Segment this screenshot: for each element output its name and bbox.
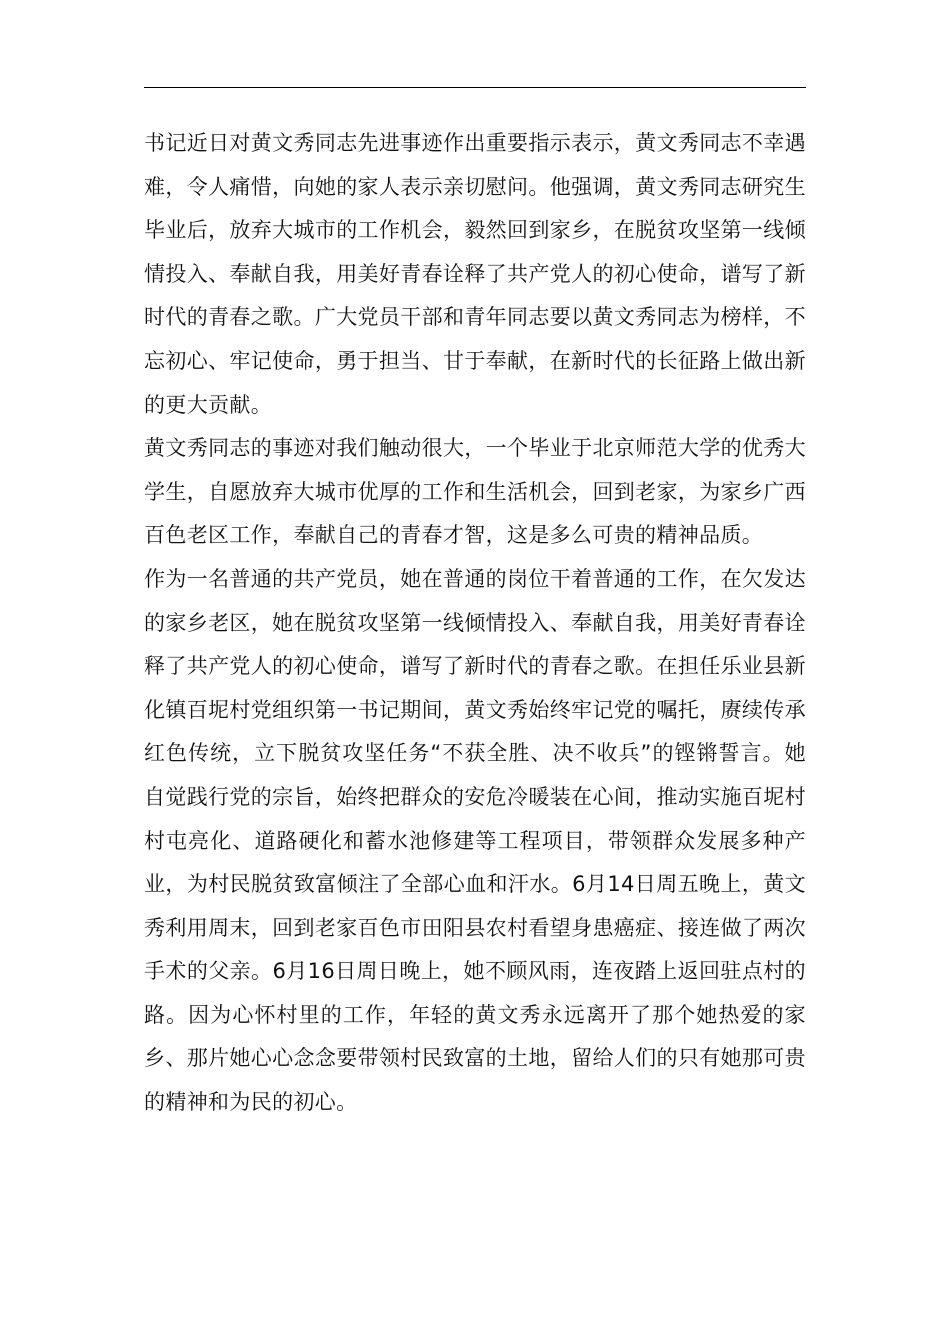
paragraph-2: 黄文秀同志的事迹对我们触动很大，一个毕业于北京师范大学的优秀大学生，自愿放弃大城市优厚的工作和生活机会，回到老家，为家乡广西百色老区工作，奉献自己的青春才智，这是多么可贵的精神品质。 [144,436,806,548]
body-text [144,122,806,1125]
header-rule [144,87,806,88]
paragraph-1: 书记近日对黄文秀同志先进事迹作出重要指示表示，黄文秀同志不幸遇难，令人痛惜，向她的家人表示亲切慰问。他强调，黄文秀同志研究生毕业后，放弃大城市的工作机会，毅然回到家乡，在脱贫攻坚第一线倾情投入、奉献自我，用美好青春诠释了共产党人的初心使命，谱写了新时代的青春之歌。广大党员干部和青年同志要以黄文秀同志为榜样，不忘初心、牢记使命，勇于担当、甘于奉献，在新时代的长征路上做出新的更大贡献。 [144,131,806,417]
paragraph-3: 作为一名普通的共产党员，她在普通的岗位干着普通的工作，在欠发达的家乡老区，她在脱贫攻坚第一线倾情投入、奉献自我，用美好青春诠释了共产党人的初心使命，谱写了新时代的青春之歌。在担任乐业县新化镇百坭村党组织第一书记期间，黄文秀始终牢记党的嘱托，赓续传承红色传统，立下脱贫攻坚任务“不获全胜、决不收兵”的铿锵誓言。她自觉践行党的宗旨，始终把群众的安危冷暖装在心间，推动实施百坭村村屯亮化、道路硬化和蓄水池修建等工程项目，带领群众发展多种产业，为村民脱贫致富倾注了全部心血和汗水。6月14日周五晚上，黄文秀利用周末，回到老家百色市田阳县农村看望身患癌症、接连做了两次手术的父亲。6月16日周日晚上，她不顾风雨，连夜踏上返回驻点村的路。因为心怀村里的工作，年轻的黄文秀永远离开了那个她热爱的家乡、那片她心心念念要带领村民致富的土地，留给人们的只有她那可贵的精神和为民的初心。 [144,566,806,1115]
